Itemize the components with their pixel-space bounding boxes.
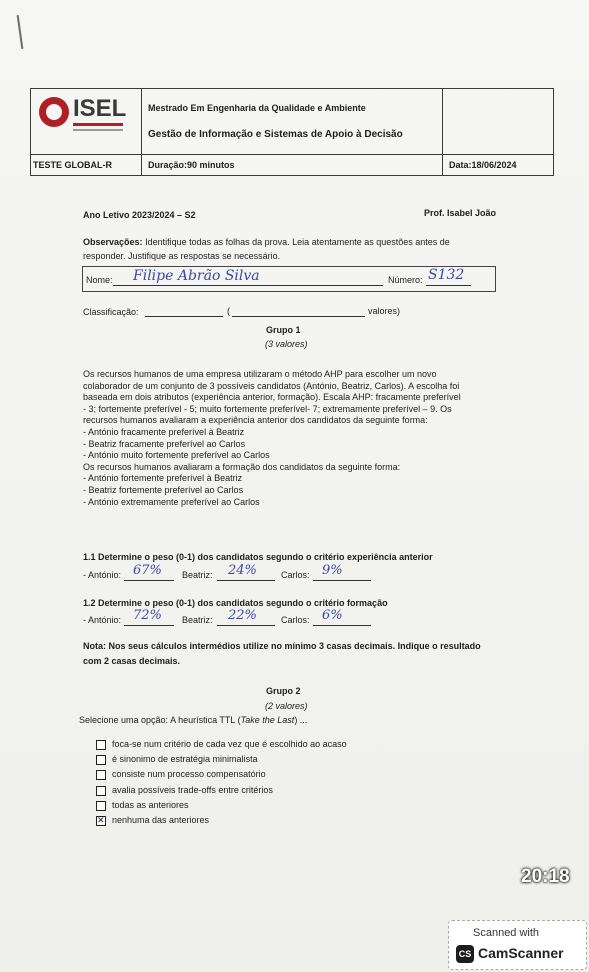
paragraph-line: colaborador de um conjunto de 3 possíveis candidatos (António, Beatriz, Carlos). A escolha foi xyxy=(83,380,460,391)
paragraph-line: recursos humanos avaliaram a experiência anterior dos candidatos da seguinte forma: xyxy=(83,415,428,426)
checkbox[interactable] xyxy=(96,770,106,780)
grupo2-title: Grupo 2 xyxy=(266,686,301,696)
name-value[interactable]: Filipe Abrão Silva xyxy=(133,268,260,284)
program-name: Mestrado Em Engenharia da Qualidade e Ambiente xyxy=(148,103,366,113)
pen-mark xyxy=(17,15,24,49)
option-label: foca-se num critério de cada vez que é escolhido ao acaso xyxy=(112,739,347,749)
q2-beatriz-answer[interactable]: 22% xyxy=(228,608,257,623)
video-timestamp: 20:18 xyxy=(521,866,570,887)
option-label: avalia possíveis trade-offs entre critérios xyxy=(112,784,273,795)
observations-text-2: responder. Justifique as respostas se necessário. xyxy=(83,251,281,261)
grade-input-line[interactable] xyxy=(145,304,223,317)
logo-subtitle-icon xyxy=(73,129,123,131)
paragraph-line: - 3; fortemente preferível - 5; muito fortemente preferível- 7; extremamente preferível – 9. Os xyxy=(83,403,452,414)
observations-text-1: Identifique todas as folhas da prova. Leia atentamente as questões antes de xyxy=(145,237,450,247)
grupo2-prompt xyxy=(79,715,307,725)
q1-antonio-answer[interactable]: 67% xyxy=(133,563,162,578)
logo-bar xyxy=(73,123,123,126)
checkbox-checked[interactable] xyxy=(96,816,106,826)
logo-text: ISEL xyxy=(73,95,127,122)
header-row-2 xyxy=(31,154,553,176)
paragraph-line: Os recursos humanos de uma empresa utilizaram o método AHP para escolher um novo xyxy=(83,369,437,379)
option-label: consiste num processo compensatório xyxy=(112,769,266,780)
q1-title: 1.1 Determine o peso (0-1) dos candidatos segundo o critério experiência anterior xyxy=(83,552,433,562)
paragraph-line: Os recursos humanos avaliaram a formação dos candidatos da seguinte forma: xyxy=(83,461,401,472)
q2-beatriz-label: Beatriz: xyxy=(182,615,213,625)
paragraph-line: - Beatriz fortemente preferível ao Carlos xyxy=(83,485,244,495)
paragraph-line: - António muito fortemente preferível ao Carlos xyxy=(83,450,270,461)
grade-label: Classificação: xyxy=(83,307,139,317)
academic-year: Ano Letivo 2023/2024 – S2 xyxy=(83,210,196,220)
course-name: Gestão de Informação e Sistemas de Apoio à Decisão xyxy=(148,129,403,140)
q2-title: 1.2 Determine o peso (0-1) dos candidatos segundo o critério formação xyxy=(83,598,388,608)
checkbox[interactable] xyxy=(96,801,106,811)
grade-words-line[interactable] xyxy=(232,304,365,317)
note-line-1: Nota: Nos seus cálculos intermédios utilize no mínimo 3 casas decimais. Indique o resultado xyxy=(83,641,481,651)
q1-antonio-label: - António: xyxy=(83,570,122,580)
title-cell xyxy=(142,89,443,154)
grade-open-paren: ( xyxy=(227,306,230,316)
paragraph-line: - António fortemente preferível à Beatriz xyxy=(83,473,243,484)
prompt-start: Selecione uma opção: A heurística TTL ( xyxy=(79,715,241,725)
paragraph-line: - Beatriz fracamente preferível ao Carlos xyxy=(83,438,246,449)
student-info-box xyxy=(82,266,496,292)
checkbox[interactable] xyxy=(96,786,106,796)
q1-beatriz-label: Beatriz: xyxy=(182,570,213,580)
camscanner-text: CamScanner xyxy=(478,945,564,961)
prompt-italic: Take the Last xyxy=(240,715,295,725)
exam-duration: Duração:90 minutos xyxy=(148,160,235,170)
camscanner-watermark xyxy=(448,920,587,970)
paragraph-line: baseada em dois atributos (experiência anterior, formação). Escala AHP: fracamente preferível xyxy=(83,392,461,403)
q1-beatriz-answer[interactable]: 24% xyxy=(228,563,257,578)
option-label: é sinonimo de estratégia minimalista xyxy=(112,754,258,765)
q1-carlos-answer[interactable]: 9% xyxy=(322,563,343,578)
q1-carlos-label: Carlos: xyxy=(281,570,310,580)
q2-antonio-answer[interactable]: 72% xyxy=(133,608,162,623)
q2-carlos-answer[interactable]: 6% xyxy=(322,608,343,623)
number-label: Número: xyxy=(388,275,423,285)
header-table xyxy=(30,88,554,176)
isel-emblem-icon xyxy=(39,97,69,127)
number-value[interactable]: S132 xyxy=(428,267,465,283)
exam-type: TESTE GLOBAL-R xyxy=(33,160,112,170)
logo-cell xyxy=(31,89,142,154)
checkbox[interactable] xyxy=(96,755,106,765)
option-label: nenhuma das anteriores xyxy=(112,815,210,825)
observations xyxy=(83,237,450,247)
grupo1-points: (3 valores) xyxy=(265,339,308,349)
grade-close-text: valores) xyxy=(368,306,401,316)
grupo2-points: (2 valores) xyxy=(265,701,308,711)
camscanner-logo-icon: CS xyxy=(456,945,474,963)
observations-label: Observações: xyxy=(83,237,143,247)
blank-cell xyxy=(443,89,553,154)
professor: Prof. Isabel João xyxy=(424,208,497,218)
note-line-2: com 2 casas decimais. xyxy=(83,656,181,666)
checkbox[interactable] xyxy=(96,740,106,750)
prompt-end: ) ... xyxy=(294,715,308,725)
q2-antonio-label: - António: xyxy=(83,615,122,625)
option-label: todas as anteriores xyxy=(112,799,189,810)
paragraph-line: - António fracamente preferível à Beatriz xyxy=(83,427,245,437)
name-label: Nome: xyxy=(86,275,113,285)
q2-carlos-label: Carlos: xyxy=(281,615,310,625)
paragraph-line: - António extremamente preferível ao Carlos xyxy=(83,496,260,507)
grupo1-title: Grupo 1 xyxy=(266,325,301,335)
exam-date: Data:18/06/2024 xyxy=(449,160,517,170)
scanned-with-text: Scanned with xyxy=(473,927,540,939)
